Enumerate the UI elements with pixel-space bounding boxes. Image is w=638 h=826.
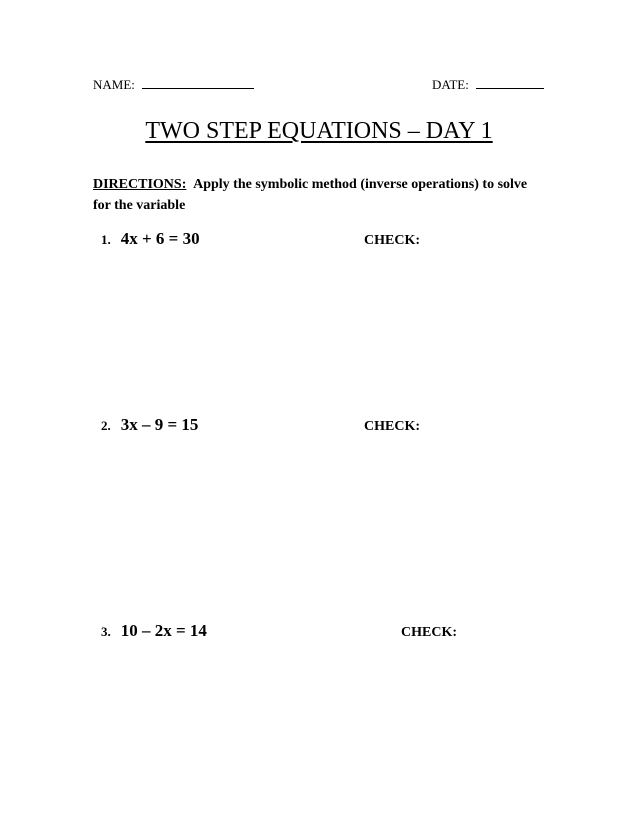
problem-equation: 4x + 6 = 30 <box>120 229 200 248</box>
check-label-2: CHECK: <box>364 419 420 434</box>
directions-label: DIRECTIONS: <box>93 177 187 192</box>
name-blank-line[interactable] <box>142 76 254 89</box>
directions-text: Apply the symbolic method (inverse operations) to solve for the variable <box>93 177 528 213</box>
date-field[interactable] <box>432 76 544 93</box>
problem-2 <box>101 415 198 435</box>
problem-1 <box>101 229 200 249</box>
date-label: DATE: <box>432 77 469 92</box>
problem-number: 2. <box>101 418 111 433</box>
page-title: TWO STEP EQUATIONS – DAY 1 <box>145 118 493 144</box>
problem-equation: 3x – 9 = 15 <box>120 415 199 434</box>
check-label-3: CHECK: <box>401 625 457 640</box>
problem-equation: 10 – 2x = 14 <box>120 621 207 640</box>
check-label-1: CHECK: <box>364 233 420 248</box>
name-label: NAME: <box>93 77 135 92</box>
problem-3 <box>101 621 207 641</box>
date-blank-line[interactable] <box>476 76 544 89</box>
name-field[interactable] <box>93 76 254 93</box>
problem-number: 1. <box>101 232 111 247</box>
directions <box>93 174 533 216</box>
problem-number: 3. <box>101 624 111 639</box>
